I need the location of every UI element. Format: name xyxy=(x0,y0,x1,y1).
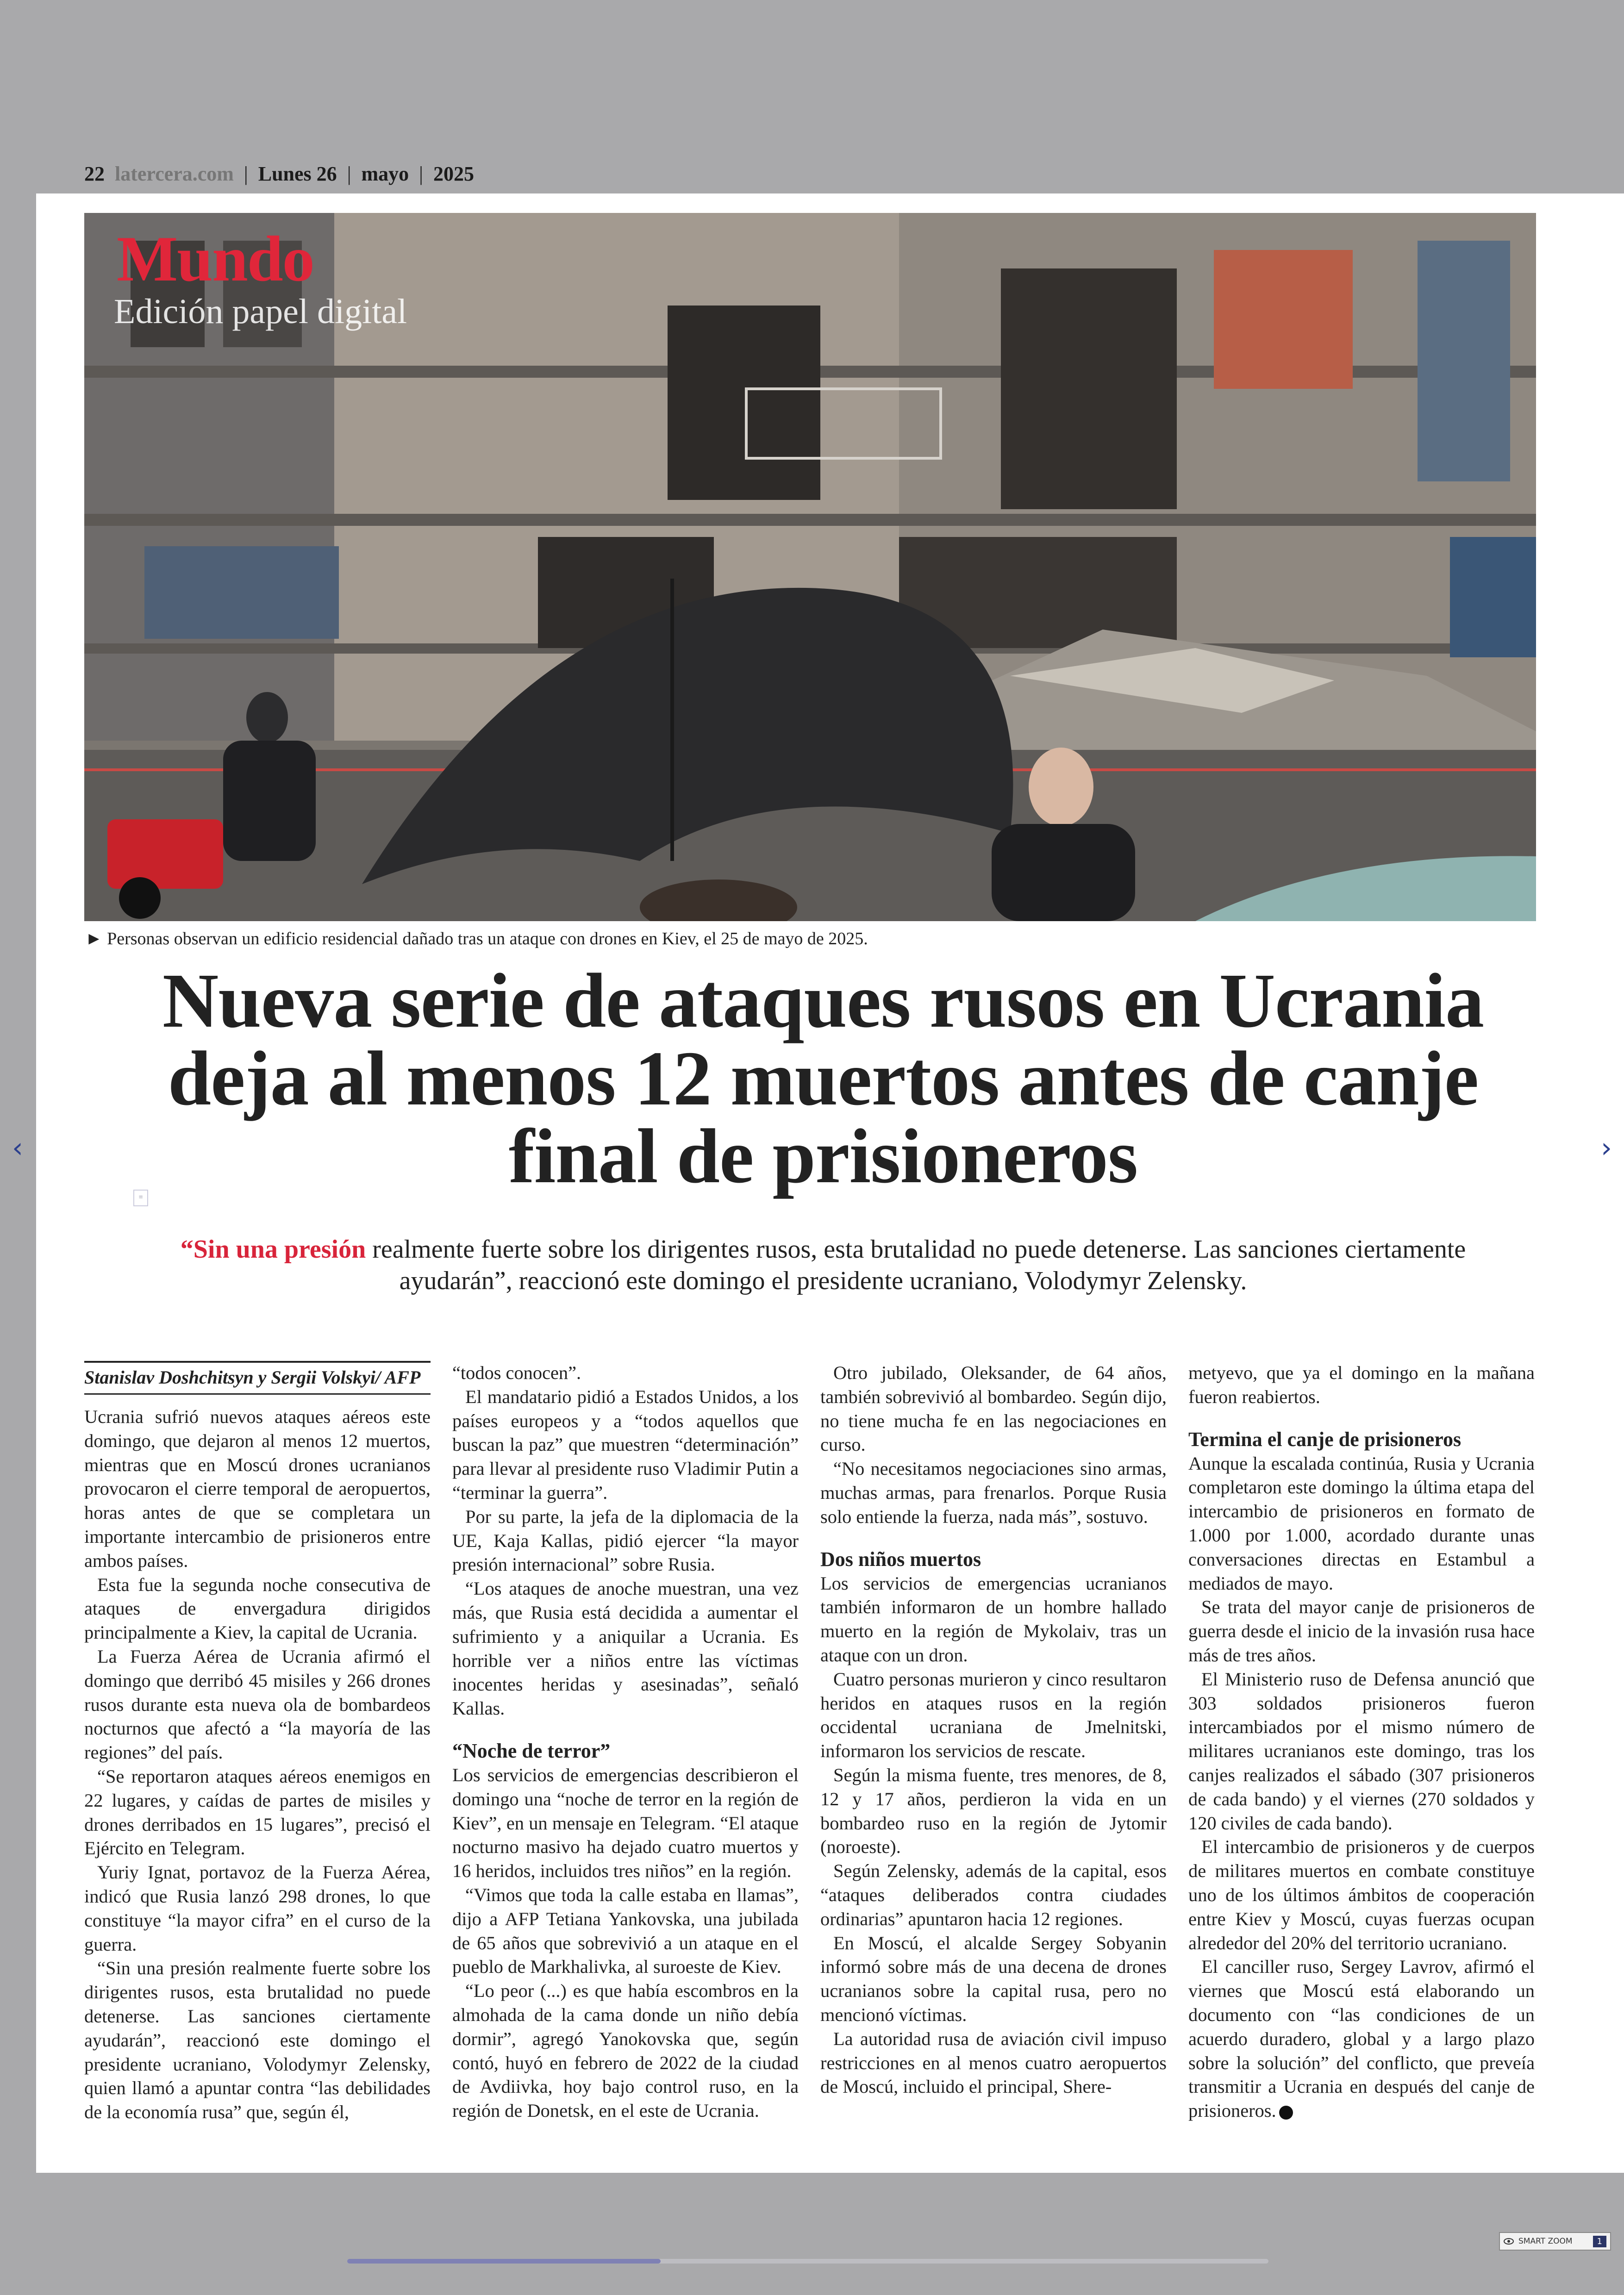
smart-zoom-label: SMART ZOOM xyxy=(1518,2237,1573,2246)
chevron-left-icon[interactable]: ‹ xyxy=(12,1132,23,1164)
column-2 xyxy=(452,1361,799,2123)
column-4 xyxy=(1188,1361,1535,2123)
paragraph: Los servicios de emergencias describieron el domingo una “noche de terror en la región de Kiev”, en un mensaje en Telegram. “El ataque nocturno masivo ha dejado cuatro muertos y 16 heridos, incluidos tres niños” en la región. xyxy=(452,1764,799,1882)
section-subtitle: Edición papel digital xyxy=(114,292,407,331)
paragraph: “Lo peor (...) es que había escombros en la almohada de la cama donde un niño debía dormir”, agregó Yanokovska que, según contó, huyó en febrero de 2022 de la ciudad de Avdiivka, hoy bajo control ruso, en la región de Donetsk, en el este de Ucrania. xyxy=(452,1980,799,2121)
paragraph: Aunque la escalada continúa, Rusia y Ucrania completaron este domingo la última etapa del intercambio de prisioneros en formato de 1.000 por 1.000, acordado durante unas conversaciones directas en Estambul a mediados de mayo. xyxy=(1188,1453,1535,1594)
paragraph-text: El canciller ruso, Sergey Lavrov, afirmó el viernes que Moscú está elaborando un documento con “las condiciones de un acuerdo duradero, global y a largo plazo sobre la solución” del conflicto, que preveía transmitir a Ucrania en después del canje de prisioneros. xyxy=(1188,1956,1535,2121)
paragraph: Se trata del mayor canje de prisioneros de guerra desde el inicio de la invasión rusa hace más de tres años. xyxy=(1188,1597,1535,1665)
lead-photo xyxy=(84,213,1536,921)
page-count-badge: 1 xyxy=(1593,2236,1606,2247)
paragraph: “Vimos que toda la calle estaba en llamas”, dijo a AFP Tetiana Yankovska, una jubilada de 65 años que sobrevivió a un ataque en el pueblo de Markhalivka, al suroeste de Kiev. xyxy=(452,1884,799,1977)
page-number: 22 xyxy=(84,162,105,185)
chevron-right-icon[interactable]: › xyxy=(1601,1132,1612,1164)
paragraph: Los servicios de emergencias ucranianos también informaron de un hombre hallado muerto en la región de Mykolaiv, tras un ataque con un dron. xyxy=(820,1572,1167,1665)
eye-icon xyxy=(1504,2238,1514,2245)
page-marker-icon[interactable]: ≡ xyxy=(133,1190,148,1206)
article-body xyxy=(84,1361,1537,2148)
date-day: Lunes 26 xyxy=(258,162,337,185)
subheading: Dos niños muertos xyxy=(820,1547,981,1571)
paragraph: Según la misma fuente, tres menores, de 8, 12 y 17 años, perdieron la vida en un bombardeo ruso en la región de Jytomir (noroeste). xyxy=(820,1764,1167,1858)
paragraph: Otro jubilado, Oleksander, de 64 años, también sobrevivió al bombardeo. Según dijo, no tiene mucha fe en las negociaciones en curso. xyxy=(820,1362,1167,1455)
paragraph: Según Zelensky, además de la capital, esos “ataques deliberados contra ciudades ordinarias” apuntaron hacia 12 regiones. xyxy=(820,1860,1167,1929)
column-3 xyxy=(820,1361,1167,2099)
paragraph: El mandatario pidió a Estados Unidos, a los países europeos y a “todos aquellos que buscan la paz” que muestren “determinación” para llevar al presidente ruso Vladimir Putin a “terminar la guerra”. xyxy=(452,1386,799,1503)
headline: Nueva serie de ataques rusos en Ucrania deja al menos 12 muertos antes de canje final de prisioneros xyxy=(162,958,1484,1199)
paragraph: Esta fue la segunda noche consecutiva de ataques de envergadura dirigidos principalmente a Kiev, la capital de Ucrania. xyxy=(84,1574,431,1643)
page-header: 22 latercera.com | Lunes 26 | mayo | 2025 xyxy=(84,162,474,185)
deck-text: realmente fuerte sobre los dirigentes rusos, esta brutalidad no puede detenerse. Las sanciones ciertamente ayudarán”, reaccionó este domingo el presidente ucraniano, Volodymyr Zelensky. xyxy=(366,1235,1466,1296)
deck-highlight: “Sin una presión xyxy=(180,1235,366,1264)
newspaper-page xyxy=(36,193,1624,2173)
column-1 xyxy=(84,1361,431,2124)
paragraph: Cuatro personas murieron y cinco resultaron heridos en ataques rusos en la región occidental ucraniana de Jmelnitski, informaron los servicios de rescate. xyxy=(820,1668,1167,1762)
deck xyxy=(129,1234,1518,1297)
date-year: 2025 xyxy=(433,162,474,185)
paragraph: “Sin una presión realmente fuerte sobre los dirigentes rusos, esta brutalidad no puede detenerse. Las sanciones ciertamente ayudarán”, reaccionó este domingo el presidente ucraniano, Volodymyr Zelensky, quien llamó a apuntar contra “las debilidades de la economía rusa” que, según él, xyxy=(84,1958,431,2123)
site-name: latercera.com xyxy=(115,162,234,185)
paragraph: Ucrania sufrió nuevos ataques aéreos este domingo, que dejaron al menos 12 muertos, mientras que en Moscú drones ucranianos provocaron el cierre temporal de aeropuertos, horas antes de que se completara un importante intercambio de prisioneros entre ambos países. xyxy=(84,1406,431,1571)
page-progress-fill xyxy=(347,2259,661,2264)
subheading: “Noche de terror” xyxy=(452,1739,611,1762)
paragraph: En Moscú, el alcalde Sergey Sobyanin informó sobre más de una decena de drones ucranianos sobre la capital rusa, pero no mencionó víctimas. xyxy=(820,1932,1167,2025)
paragraph: La autoridad rusa de aviación civil impuso restricciones en al menos cuatro aeropuertos de Moscú, incluido el principal, Shere- xyxy=(820,2028,1167,2097)
subheading: Termina el canje de prisioneros xyxy=(1188,1428,1462,1451)
byline: Stanislav Doshchitsyn y Sergii Volskyi/ AFP xyxy=(84,1361,431,1395)
photo-caption: ► Personas observan un edificio residencial dañado tras un ataque con drones en Kiev, el 25 de mayo de 2025. xyxy=(85,929,868,948)
paragraph xyxy=(1188,1955,1535,2123)
paragraph: El Ministerio ruso de Defensa anunció que 303 soldados prisioneros fueron intercambiados por el mismo número de militares ucranianos este domingo, tras los canjes realizados el sábado (307 prisioneros de cada bando) y el viernes (270 soldados y 120 civiles de cada bando). xyxy=(1188,1668,1535,1834)
paragraph: Por su parte, la jefa de la diplomacia de la UE, Kaja Kallas, pidió ejercer “la mayor presión internacional” sobre Rusia. xyxy=(452,1506,799,1575)
end-of-article-icon xyxy=(1279,2106,1293,2120)
paragraph: “Se reportaron ataques aéreos enemigos en 22 lugares, y caídas de partes de misiles y drones derribados en 15 lugares”, precisó el Ejército en Telegram. xyxy=(84,1765,431,1859)
paragraph: El intercambio de prisioneros y de cuerpos de militares muertos en combate constituye uno de los últimos ámbitos de cooperación entre Kiev y Moscú, cuyas fuerzas ocupan alrededor del 20% del territorio ucraniano. xyxy=(1188,1836,1535,1953)
page-progress-bar[interactable] xyxy=(347,2259,1268,2264)
paragraph: “todos conocen”. xyxy=(452,1362,581,1383)
date-month: mayo xyxy=(361,162,409,185)
paragraph: “No necesitamos negociaciones sino armas, muchas armas, para frenarlos. Porque Rusia solo entiende la fuerza, nada más”, sostuvo. xyxy=(820,1458,1167,1527)
smart-zoom-button[interactable] xyxy=(1499,2232,1611,2251)
paragraph: Yuriy Ignat, portavoz de la Fuerza Aérea, indicó que Rusia lanzó 298 drones, lo que constituye “la mayor cifra” en el curso de la guerra. xyxy=(84,1862,431,1955)
paragraph: “Los ataques de anoche muestran, una vez más, que Rusia está decidida a aumentar el sufrimiento y a aniquilar a Ucrania. Es horrible ver a niños entre las víctimas inocentes heridas y asesinadas”, señaló Kallas. xyxy=(452,1578,799,1719)
paragraph: metyevo, que ya el domingo en la mañana fueron reabiertos. xyxy=(1188,1362,1535,1407)
section-title: Mundo xyxy=(117,223,314,295)
paragraph: La Fuerza Aérea de Ucrania afirmó el domingo que derribó 45 misiles y 266 drones rusos durante esta nueva ola de bombardeos nocturnos que afectó a “la mayoría de las regiones” del país. xyxy=(84,1646,431,1763)
